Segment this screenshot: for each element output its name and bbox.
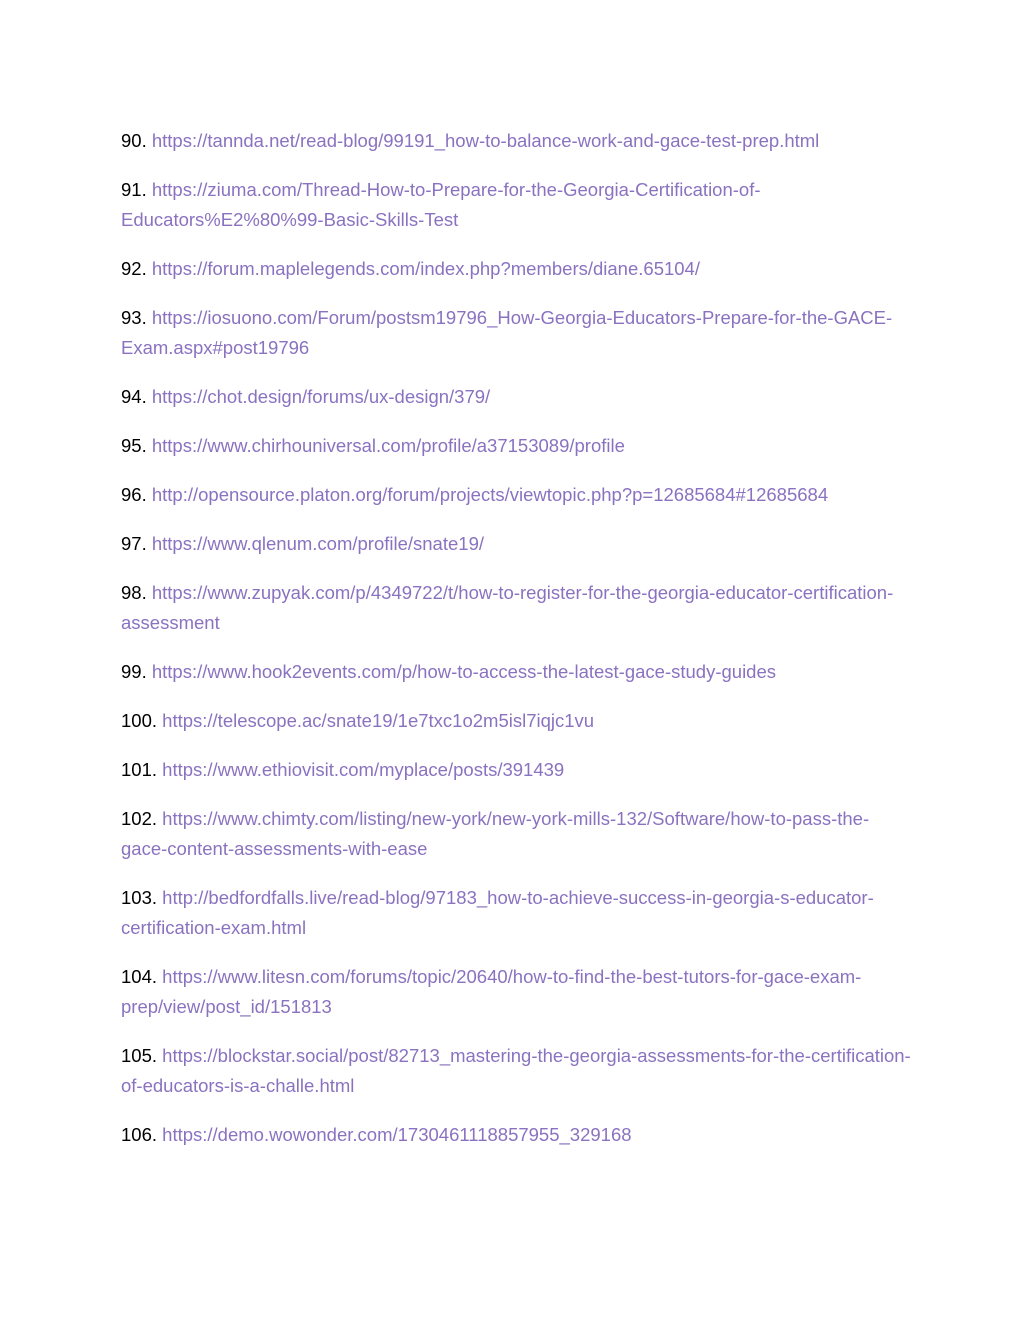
list-item bbox=[121, 382, 911, 412]
item-number: 98. bbox=[121, 582, 147, 603]
item-number: 94. bbox=[121, 386, 147, 407]
item-number: 93. bbox=[121, 307, 147, 328]
list-item bbox=[121, 1041, 911, 1101]
item-number: 92. bbox=[121, 258, 147, 279]
item-number: 104. bbox=[121, 966, 158, 987]
item-link[interactable]: https://demo.wowonder.com/1730461118857955_329168 bbox=[162, 1124, 632, 1145]
list-item bbox=[121, 254, 911, 284]
list-item bbox=[121, 578, 911, 638]
item-number: 101. bbox=[121, 759, 158, 780]
list-item bbox=[121, 431, 911, 461]
list-item bbox=[121, 126, 911, 156]
list-item bbox=[121, 657, 911, 687]
list-item bbox=[121, 962, 911, 1022]
item-link[interactable]: https://www.chimty.com/listing/new-york/new-york-mills-132/Software/how-to-pass-the-gace-content-assessments-with-ease bbox=[121, 808, 870, 859]
list-item bbox=[121, 804, 911, 864]
item-link[interactable]: http://bedfordfalls.live/read-blog/97183_how-to-achieve-success-in-georgia-s-educator-certification-exam.html bbox=[121, 887, 874, 938]
item-number: 91. bbox=[121, 179, 147, 200]
item-link[interactable]: https://forum.maplelegends.com/index.php?members/diane.65104/ bbox=[151, 258, 700, 279]
item-number: 106. bbox=[121, 1124, 158, 1145]
item-link[interactable]: https://www.qlenum.com/profile/snate19/ bbox=[151, 533, 484, 554]
item-number: 105. bbox=[121, 1045, 158, 1066]
item-number: 90. bbox=[121, 130, 147, 151]
item-link[interactable]: https://www.hook2events.com/p/how-to-access-the-latest-gace-study-guides bbox=[151, 661, 777, 682]
item-number: 102. bbox=[121, 808, 158, 829]
item-number: 95. bbox=[121, 435, 147, 456]
list-item bbox=[121, 529, 911, 559]
item-link[interactable]: http://opensource.platon.org/forum/projects/viewtopic.php?p=12685684#12685684 bbox=[151, 484, 829, 505]
item-link[interactable]: https://www.litesn.com/forums/topic/20640/how-to-find-the-best-tutors-for-gace-exam-prep/view/post_id/151813 bbox=[121, 966, 862, 1017]
item-link[interactable]: https://tannda.net/read-blog/99191_how-to-balance-work-and-gace-test-prep.html bbox=[151, 130, 820, 151]
item-link[interactable]: https://iosuono.com/Forum/postsm19796_How-Georgia-Educators-Prepare-for-the-GACE-Exam.aspx#post19796 bbox=[121, 307, 893, 358]
list-item bbox=[121, 706, 911, 736]
list-item bbox=[121, 175, 911, 235]
item-number: 100. bbox=[121, 710, 158, 731]
item-link[interactable]: https://www.ethiovisit.com/myplace/posts/391439 bbox=[162, 759, 565, 780]
item-link[interactable]: https://blockstar.social/post/82713_mastering-the-georgia-assessments-for-the-certification-of-educators-is-a-challe.html bbox=[121, 1045, 911, 1096]
item-number: 97. bbox=[121, 533, 147, 554]
item-link[interactable]: https://www.chirhouniversal.com/profile/a37153089/profile bbox=[151, 435, 625, 456]
list-item bbox=[121, 883, 911, 943]
item-number: 99. bbox=[121, 661, 147, 682]
item-number: 103. bbox=[121, 887, 158, 908]
link-list bbox=[121, 126, 911, 1169]
item-link[interactable]: https://www.zupyak.com/p/4349722/t/how-to-register-for-the-georgia-educator-certification-assessment bbox=[121, 582, 894, 633]
list-item bbox=[121, 303, 911, 363]
item-link[interactable]: https://telescope.ac/snate19/1e7txc1o2m5isl7iqjc1vu bbox=[162, 710, 595, 731]
item-number: 96. bbox=[121, 484, 147, 505]
list-item bbox=[121, 1120, 911, 1150]
list-item bbox=[121, 755, 911, 785]
item-link[interactable]: https://chot.design/forums/ux-design/379/ bbox=[151, 386, 491, 407]
list-item bbox=[121, 480, 911, 510]
item-link[interactable]: https://ziuma.com/Thread-How-to-Prepare-for-the-Georgia-Certification-of-Educators%E2%80%99-Basic-Skills-Test bbox=[121, 179, 761, 230]
